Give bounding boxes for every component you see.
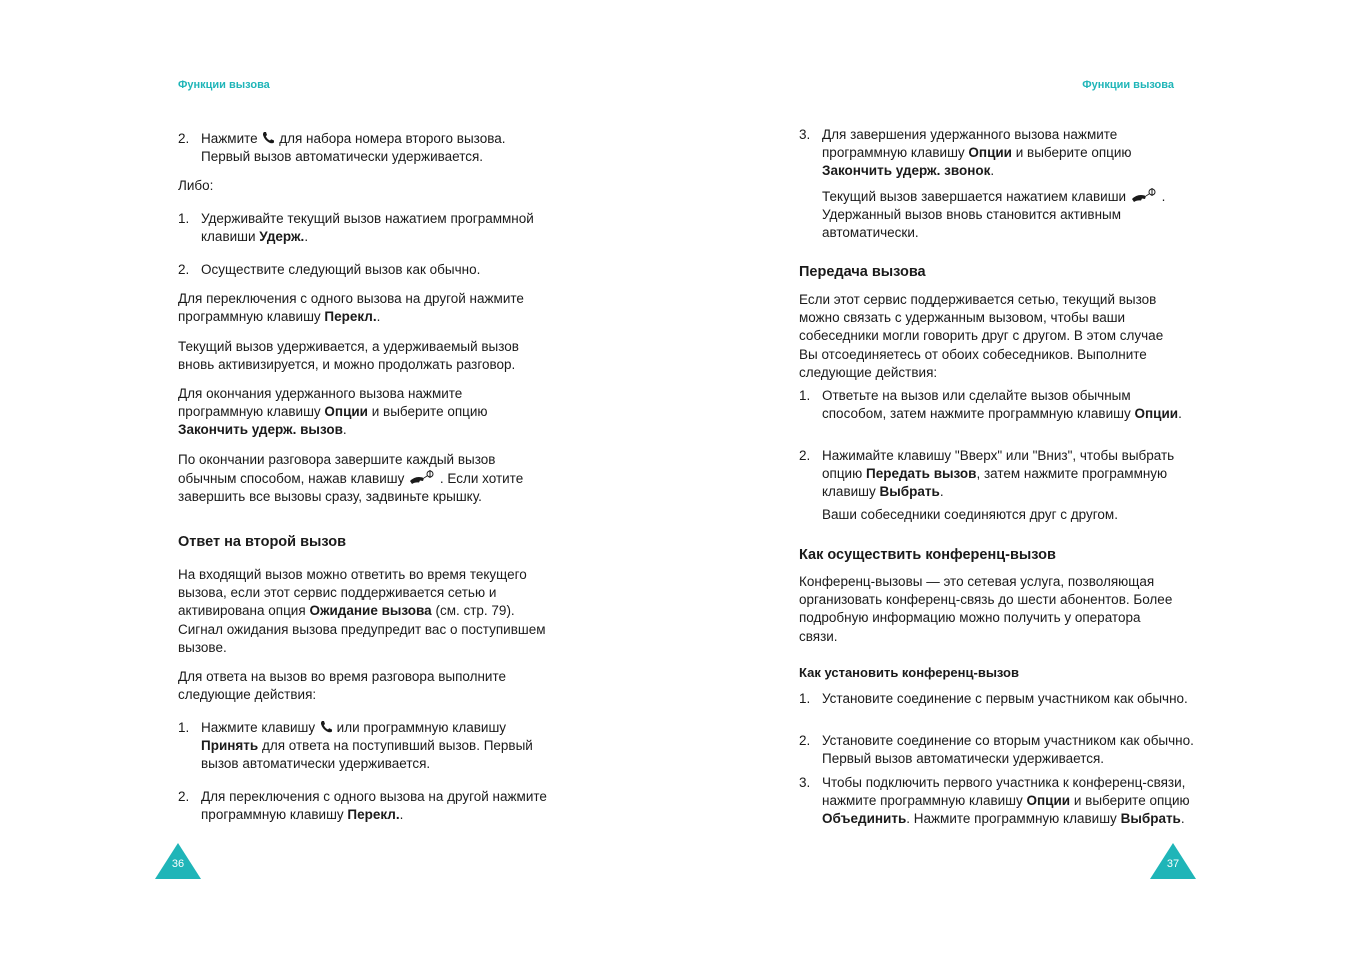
- list-item: 2. Для переключения с одного вызова на другой нажмите программную клавишу Перекл..: [178, 789, 547, 823]
- page-header: Функции вызова: [1082, 79, 1174, 91]
- paragraph: Для ответа на вызов во время разговора выполните следующие действия:: [178, 669, 507, 703]
- list-number: 2.: [178, 131, 190, 146]
- list-item: 3. Для завершения удержанного вызова нажмите программную клавишу Опции и выберите опцию Закончить удерж. звонок.: [799, 127, 1132, 179]
- send-key-icon: [261, 131, 275, 145]
- list-item: 2. Нажимайте клавишу "Вверх" или "Вниз", чтобы выбрать опцию Передать вызов, затем нажмите программную клавишу Выбрать.: [799, 448, 1175, 500]
- list-item: 3. Чтобы подключить первого участника к конференц-связи, нажмите программную клавишу Опции и выберите опцию Объединить. Нажмите программную клавишу Выбрать.: [799, 775, 1190, 827]
- paragraph: Если этот сервис поддерживается сетью, текущий вызов можно связать с удержанным вызовом, чтобы ваши собеседники могли говорить друг с другом. В этом случае Вы отсоединяетесь от обоих собеседников. Выполните следующие действия:: [799, 292, 1164, 380]
- paragraph: Для окончания удержанного вызова нажмите программную клавишу Опции и выберите опцию Закончить удерж. вызов.: [178, 386, 488, 438]
- right-page: [799, 0, 1194, 954]
- send-key-icon: [319, 720, 333, 734]
- list-item: 1. Удерживайте текущий вызов нажатием программной клавиши Удерж..: [178, 211, 534, 245]
- paragraph: Либо:: [178, 178, 214, 193]
- end-key-icon: [408, 469, 436, 485]
- paragraph: Текущий вызов удерживается, а удерживаемый вызов вновь активизируется, и можно продолжать разговор.: [178, 339, 519, 373]
- section-heading: Ответ на второй вызов: [178, 534, 347, 550]
- section-heading: Передача вызова: [799, 264, 926, 280]
- list-item: 2. Нажмите для набора номера второго вызова. Первый вызов автоматически удерживается.: [178, 131, 506, 165]
- page-header: Функции вызова: [178, 79, 270, 91]
- paragraph: Конференц-вызовы — это сетевая услуга, позволяющая организовать конференц-связь до шести абонентов. Более подробную информацию можно получить у оператора связи.: [799, 574, 1173, 644]
- end-key-icon: [1130, 187, 1158, 203]
- list-item: 1. Установите соединение с первым участником как обычно.: [799, 691, 1188, 706]
- list-item: 2. Установите соединение со вторым участником как обычно. Первый вызов автоматически удерживается.: [799, 733, 1194, 767]
- paragraph: Для переключения с одного вызова на другой нажмите программную клавишу Перекл..: [178, 291, 524, 325]
- page-number-left: 36: [155, 843, 201, 879]
- paragraph: Текущий вызов завершается нажатием клавиши . Удержанный вызов вновь становится активным автоматически.: [822, 189, 1166, 241]
- paragraph: На входящий вызов можно ответить во время текущего вызова, если этот сервис поддерживается сетью и активирована опция Ожидание вызова (см. стр. 79). Сигнал ожидания вызова предупредит вас о поступившем вызове.: [178, 567, 546, 655]
- list-item: 2. Осуществите следующий вызов как обычно.: [178, 262, 481, 277]
- paragraph: Ваши собеседники соединяются друг с другом.: [822, 507, 1118, 522]
- paragraph: По окончании разговора завершите каждый вызов обычным способом, нажав клавишу . Если хотите завершить все вызовы сразу, задвиньте крышку.: [178, 452, 524, 505]
- list-item: 1. Нажмите клавишу или программную клавишу Принять для ответа на поступивший вызов. Первый вызов автоматически удерживается.: [178, 720, 533, 772]
- subsection-heading: Как установить конференц-вызов: [799, 665, 1019, 680]
- section-heading: Как осуществить конференц-вызов: [799, 547, 1056, 563]
- left-page: [178, 0, 548, 954]
- page-number-right: 37: [1150, 843, 1196, 879]
- list-item: 1. Ответьте на вызов или сделайте вызов обычным способом, затем нажмите программную клавишу Опции.: [799, 388, 1182, 422]
